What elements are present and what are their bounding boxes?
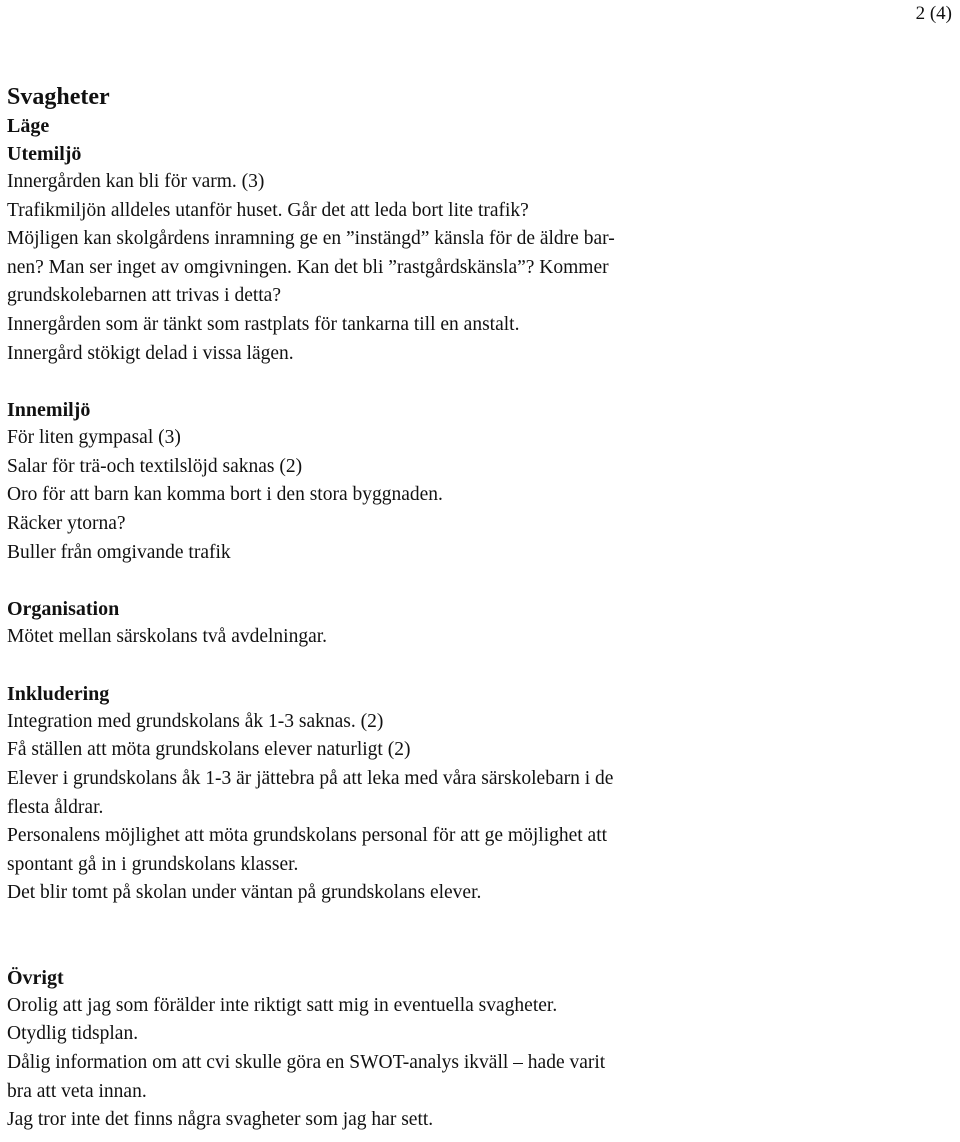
section-innemiljo bbox=[7, 396, 957, 567]
paragraph-line: Otydlig tidsplan. bbox=[7, 1023, 139, 1045]
paragraph-line: För liten gympasal (3) bbox=[7, 427, 181, 449]
document-body bbox=[7, 82, 957, 1135]
paragraph-line: Orolig att jag som förälder inte riktigt satt mig in eventuella svagheter. bbox=[7, 994, 558, 1016]
paragraph-line: Mötet mellan särskolans två avdelningar. bbox=[7, 626, 328, 648]
paragraph-line: Buller från omgivande trafik bbox=[7, 541, 231, 563]
paragraph-line: grundskolebarnen att trivas i detta? bbox=[7, 285, 281, 307]
paragraph-line: Integration med grundskolans åk 1-3 saknas. (2) bbox=[7, 710, 384, 732]
paragraph-line: nen? Man ser inget av omgivningen. Kan det bli ”rastgårdskänsla”? Kommer bbox=[7, 256, 609, 278]
paragraph-line: Innergård stökigt delad i vissa lägen. bbox=[7, 342, 294, 364]
paragraph-line: Trafikmiljön alldeles utanför huset. Går det att leda bort lite trafik? bbox=[7, 199, 529, 221]
spacer bbox=[7, 368, 957, 396]
section-heading-organisation: Organisation bbox=[7, 598, 120, 621]
section-heading-lage: Läge bbox=[7, 115, 50, 137]
paragraph-line: Jag tror inte det finns några svagheter som jag har sett. bbox=[7, 1109, 434, 1131]
page-number: 2 (4) bbox=[915, 3, 952, 24]
paragraph-line: Innergården som är tänkt som rastplats för tankarna till en anstalt. bbox=[7, 313, 520, 335]
paragraph-line: Personalens möjlighet att möta grundskolans personal för att ge möjlighet att bbox=[7, 825, 608, 847]
paragraph-line: Få ställen att möta grundskolans elever naturligt (2) bbox=[7, 739, 411, 761]
paragraph-line: bra att veta innan. bbox=[7, 1080, 147, 1102]
section-ovrigt bbox=[7, 964, 957, 1135]
spacer bbox=[7, 652, 957, 680]
section-organisation bbox=[7, 595, 957, 652]
paragraph-line: Innergården kan bli för varm. (3) bbox=[7, 171, 265, 192]
paragraph-line: Räcker ytorna? bbox=[7, 512, 126, 534]
section-heading-ovrigt: Övrigt bbox=[7, 966, 64, 989]
spacer bbox=[7, 567, 957, 595]
page-title: Svagheter bbox=[7, 84, 110, 110]
paragraph-line: Elever i grundskolans åk 1-3 är jättebra på att leka med våra särskolebarn i de bbox=[7, 767, 614, 789]
section-inkludering bbox=[7, 680, 957, 908]
section-heading-innemiljo: Innemiljö bbox=[7, 399, 91, 422]
paragraph-line: spontant gå in i grundskolans klasser. bbox=[7, 853, 299, 875]
paragraph-line: Dålig information om att cvi skulle göra en SWOT-analys ikväll – hade varit bbox=[7, 1052, 606, 1074]
section-utemiljo bbox=[7, 140, 957, 368]
paragraph-line: Oro för att barn kan komma bort i den stora byggnaden. bbox=[7, 484, 443, 506]
paragraph-line: Möjligen kan skolgårdens inramning ge en ”instängd” känsla för de äldre bar- bbox=[7, 228, 615, 250]
section-heading-inkludering: Inkludering bbox=[7, 682, 110, 705]
paragraph-line: Salar för trä-och textilslöjd saknas (2) bbox=[7, 455, 303, 477]
spacer bbox=[7, 908, 957, 964]
paragraph-line: Det blir tomt på skolan under väntan på grundskolans elever. bbox=[7, 882, 482, 904]
paragraph-line: flesta åldrar. bbox=[7, 796, 104, 818]
section-heading-utemiljo: Utemiljö bbox=[7, 143, 82, 165]
